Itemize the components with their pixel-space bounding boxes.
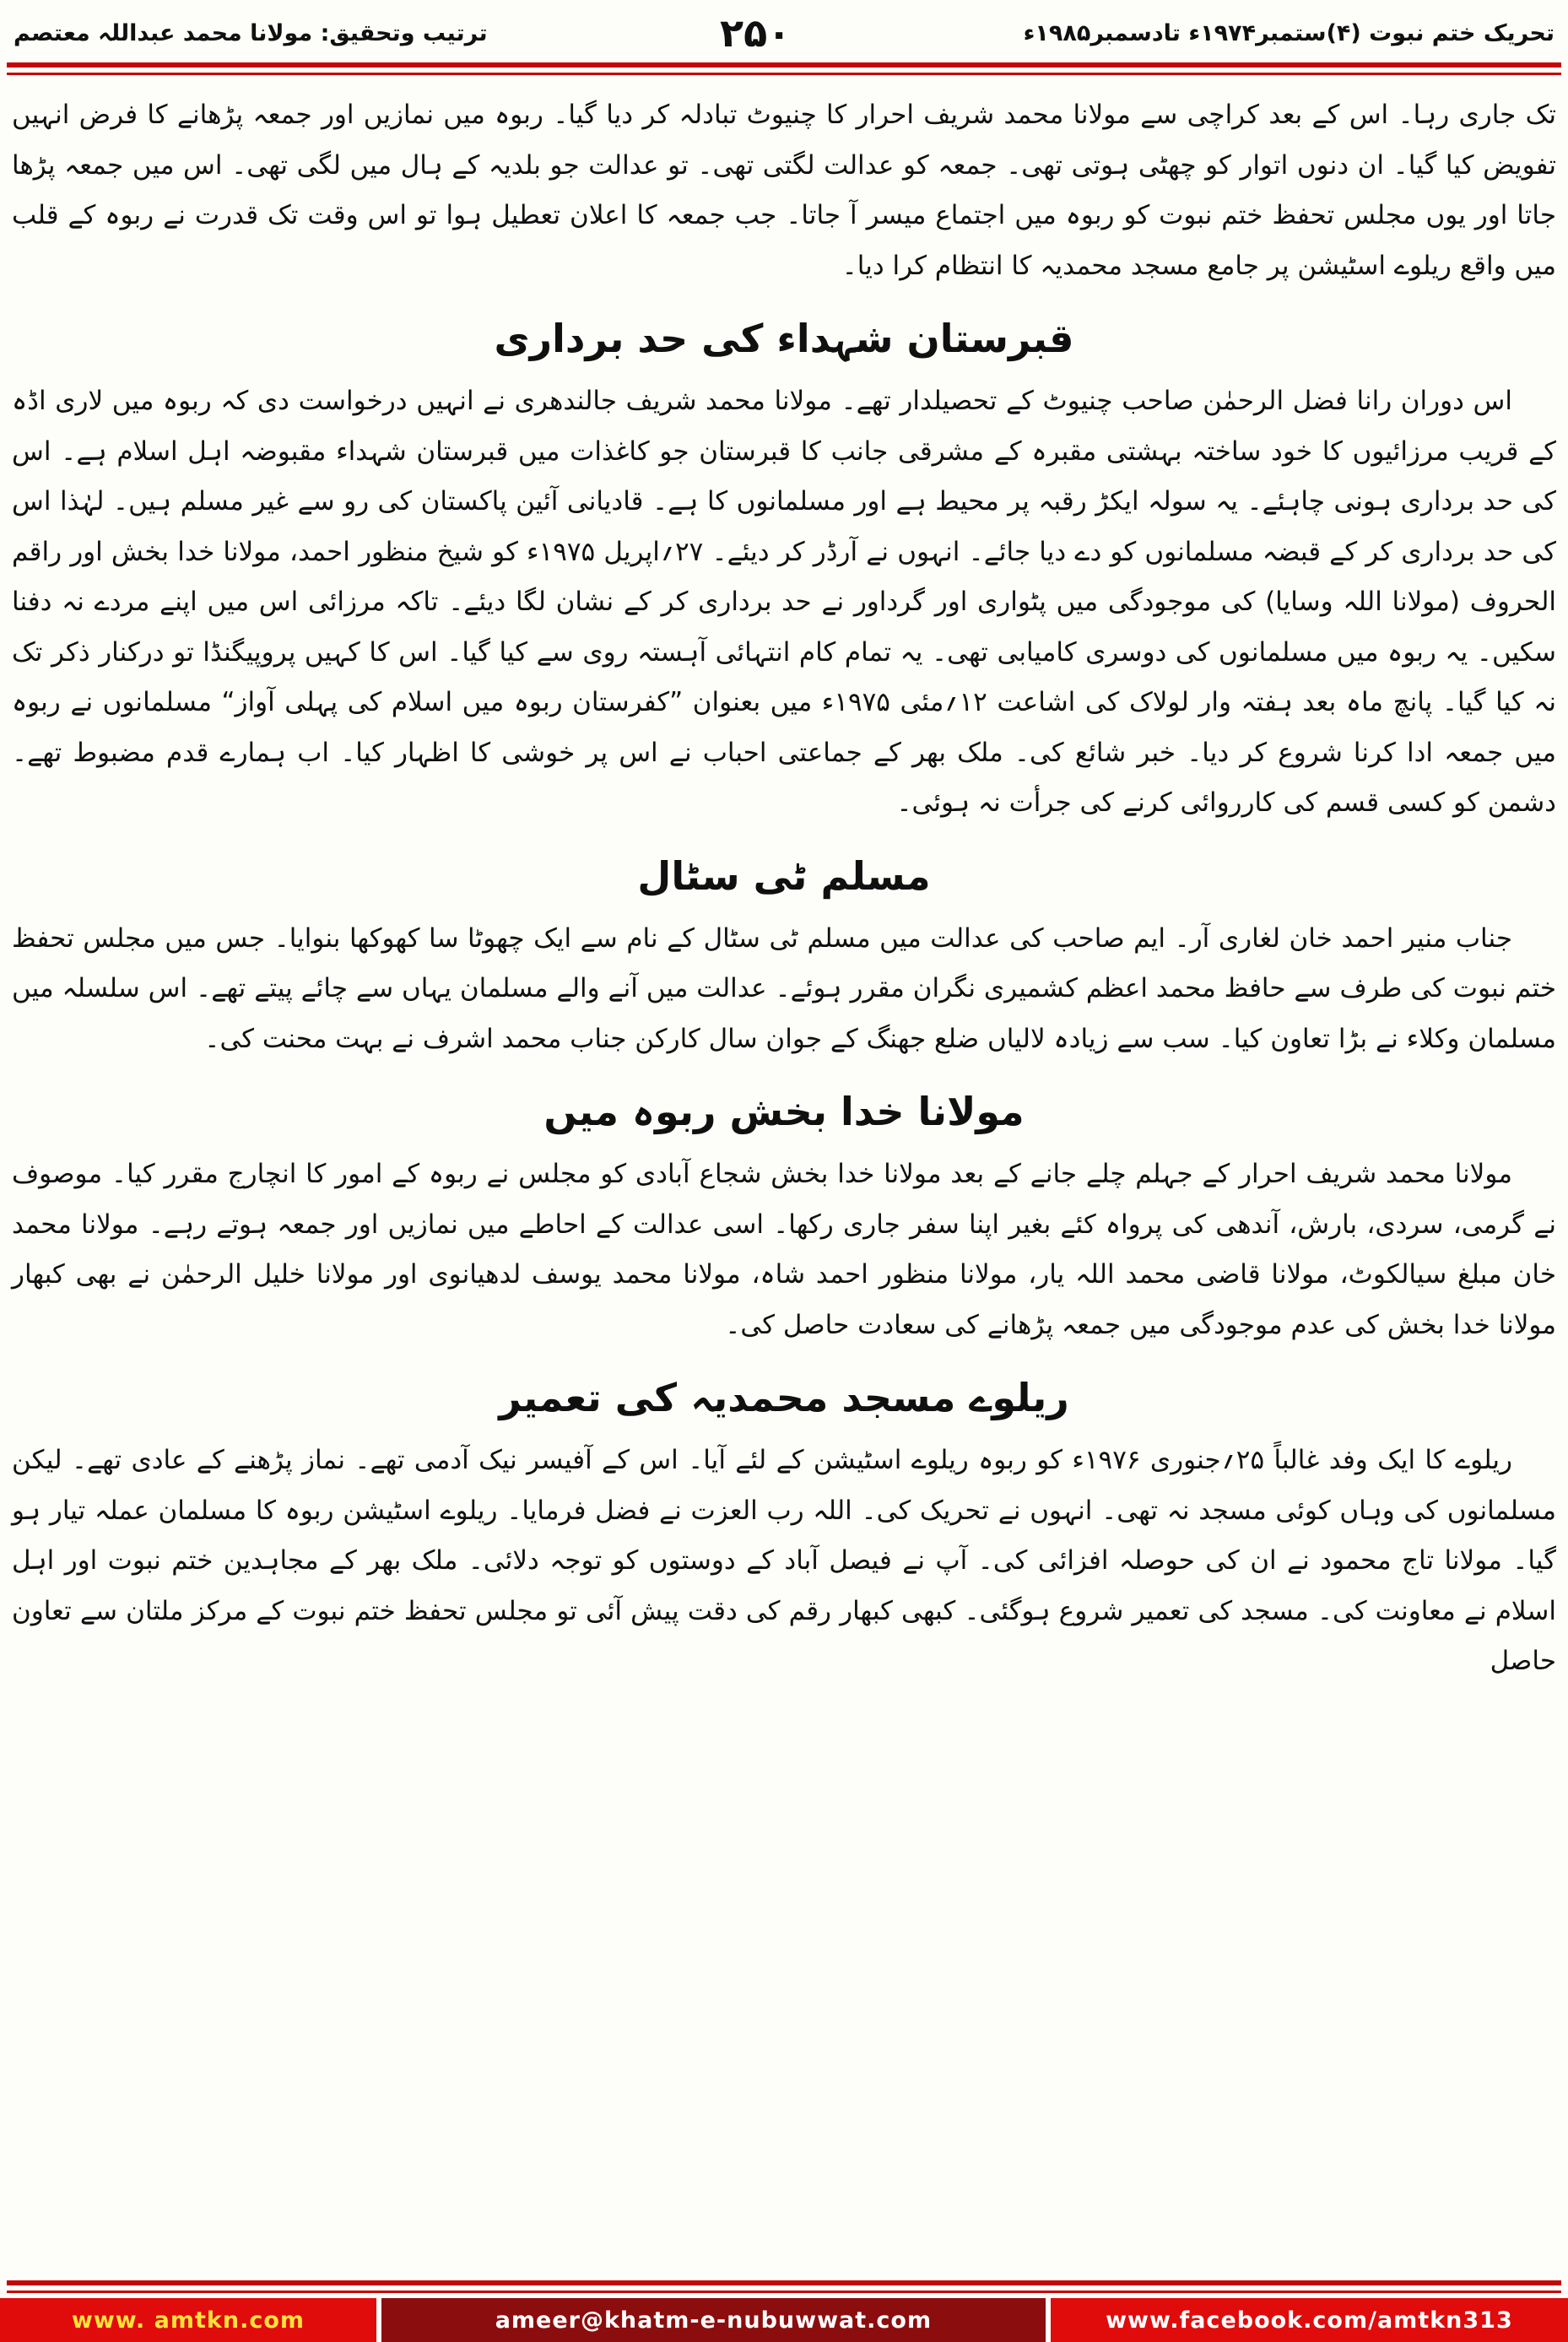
book-title: تحریک ختم نبوت (۴)ستمبر۱۹۷۴ء تادسمبر۱۹۸۵ء: [1023, 19, 1554, 46]
footer-bar: [0, 2298, 1568, 2342]
footer-email-address: ameer@khatm-e-nubuwwat.com: [376, 2298, 1046, 2342]
body-paragraph-2: اس دوران رانا فضل الرحمٰن صاحب چنیوٹ کے تحصیلدار تھے۔ مولانا محمد شریف جالندھری نے انہیں درخواست دی کہ ربوہ میں لاری اڈہ کے قریب مرزائیوں کا خود ساختہ بہشتی مقبرہ کے مشرقی جانب کا قبرستان جو کاغذات میں قبرستان شہداء مقبوضہ اہل اسلام ہے۔ اس کی حد برداری ہونی چاہئے۔ یہ سولہ ایکڑ رقبہ پر محیط ہے اور مسلمانوں کا ہے۔ قادیانی آئین پاکستان کی رو سے غیر مسلم ہیں۔ لہٰذا اس کی حد برداری کر کے قبضہ مسلمانوں کو دے دیا جائے۔ انہوں نے آرڈر کر دیئے۔ ۲۷؍اپریل ۱۹۷۵ء کو شیخ منظور احمد، مولانا خدا بخش اور راقم الحروف (مولانا اللہ وسایا) کی موجودگی میں پٹواری اور گرداور نے حد برداری کر کے نشان لگا دیئے۔ تاکہ مرزائی اس میں اپنے مردے نہ دفنا سکیں۔ یہ ربوہ میں مسلمانوں کی دوسری کامیابی تھی۔ یہ تمام کام انتہائی آہستہ روی سے کیا گیا۔ اس کا کہیں پروپیگنڈا تو درکنار ذکر تک نہ کیا گیا۔ پانچ ماہ بعد ہفتہ وار لولاک کی اشاعت ۱۲؍مئی ۱۹۷۵ء میں بعنوان ”کفرستان ربوہ میں اسلام کی پہلی آواز“ مسلمانوں نے ربوہ میں جمعہ ادا کرنا شروع کر دیا۔ خبر شائع کی۔ ملک بھر کے جماعتی احباب نے اس پر خوشی کا اظہار کیا۔ اب ہمارے قدم مضبوط تھے۔ دشمن کو کسی قسم کی کارروائی کرنے کی جرأت نہ ہوئی۔: [12, 386, 1557, 819]
footer-facebook-url: www.facebook.com/amtkn313: [1046, 2298, 1568, 2342]
page-footer: [0, 2279, 1568, 2342]
footer-rule: [7, 2280, 1561, 2293]
section-heading-3: مولانا خدا بخش ربوہ میں: [543, 1089, 1025, 1135]
footer-website-url: www. amtkn.com: [0, 2298, 376, 2342]
page-content: [0, 75, 1568, 2279]
editor-credit: ترتیب وتحقیق: مولانا محمد عبداللہ معتصم: [14, 19, 488, 46]
body-paragraph-1: تک جاری رہا۔ اس کے بعد کراچی سے مولانا محمد شریف احرار کا چنیوٹ تبادلہ کر دیا گیا۔ ربوہ میں نمازیں اور جمعہ پڑھانے کا فرض انہیں تفویض کیا گیا۔ ان دنوں اتوار کو چھٹی ہوتی تھی۔ جمعہ کو عدالت لگتی تھی۔ تو عدالت جو بلدیہ کے ہال میں لگی تھی۔ اس میں جمعہ پڑھا جاتا اور یوں مجلس تحفظ ختم نبوت کو ربوہ میں اجتماع میسر آ جاتا۔ جب جمعہ کا اعلان تعطیل ہوا تو اس وقت تک قدرت نے ربوہ کے قلب میں واقع ریلوے اسٹیشن پر جامع مسجد محمدیہ کا انتظام کرا دیا۔: [12, 100, 1556, 281]
section-heading-1: قبرستان شہداء کی حد برداری: [494, 316, 1074, 362]
section-heading-4: ریلوے مسجد محمدیہ کی تعمیر: [499, 1375, 1069, 1421]
page-number: ۲۵۰: [720, 10, 792, 56]
body-paragraph-4: مولانا محمد شریف احرار کے جہلم چلے جانے کے بعد مولانا خدا بخش شجاع آبادی کو مجلس نے ربوہ کے امور کا انچارج مقرر کیا۔ موصوف نے گرمی، سردی، بارش، آندھی کی پرواہ کئے بغیر اپنا سفر جاری رکھا۔ اسی عدالت کے احاطے میں نمازیں اور جمعہ ہوتے رہے۔ مولانا محمد خان مبلغ سیالکوٹ، مولانا قاضی محمد اللہ یار، مولانا منظور احمد شاہ، مولانا محمد یوسف لدھیانوی اور مولانا خلیل الرحمٰن نے بھی کبھار مولانا خدا بخش کی عدم موجودگی میں جمعہ پڑھانے کی سعادت حاصل کی۔: [12, 1159, 1556, 1340]
body-paragraph-3: جناب منیر احمد خان لغاری آر۔ ایم صاحب کی عدالت میں مسلم ٹی سٹال کے نام سے ایک چھوٹا سا کھوکھا بنوایا۔ جس میں مجلس تحفظ ختم نبوت کی طرف سے حافظ محمد اعظم کشمیری نگران مقرر ہوئے۔ عدالت میں آنے والے مسلمان یہاں سے چائے پیتے تھے۔ اس سلسلہ میں مسلمان وکلاء نے بڑا تعاون کیا۔ سب سے زیادہ لالیاں ضلع جھنگ کے جوان سال کارکن جناب محمد اشرف نے بہت محنت کی۔: [12, 922, 1556, 1054]
page-header: [0, 0, 1568, 61]
header-rule: [7, 62, 1561, 75]
section-heading-2: مسلم ٹی سٹال: [637, 852, 931, 899]
body-paragraph-5: ریلوے کا ایک وفد غالباً ۲۵؍جنوری ۱۹۷۶ء کو ربوہ ریلوے اسٹیشن کے لئے آیا۔ اس کے آفیسر نیک آدمی تھے۔ نماز پڑھنے کے عادی تھے۔ لیکن مسلمانوں کی وہاں کوئی مسجد نہ تھی۔ انہوں نے تحریک کی۔ اللہ رب العزت نے فضل فرمایا۔ ریلوے اسٹیشن ربوہ کا مسلمان عملہ تیار ہو گیا۔ مولانا تاج محمود نے ان کی حوصلہ افزائی کی۔ آپ نے فیصل آباد کے دوستوں کو توجہ دلائی۔ ملک بھر کے مجاہدین ختم نبوت اور اہل اسلام نے معاونت کی۔ مسجد کی تعمیر شروع ہوگئی۔ کبھی کبھار رقم کی دقت پیش آئی تو مجلس تحفظ ختم نبوت کے مرکز ملتان سے تعاون حاصل: [12, 1445, 1556, 1677]
